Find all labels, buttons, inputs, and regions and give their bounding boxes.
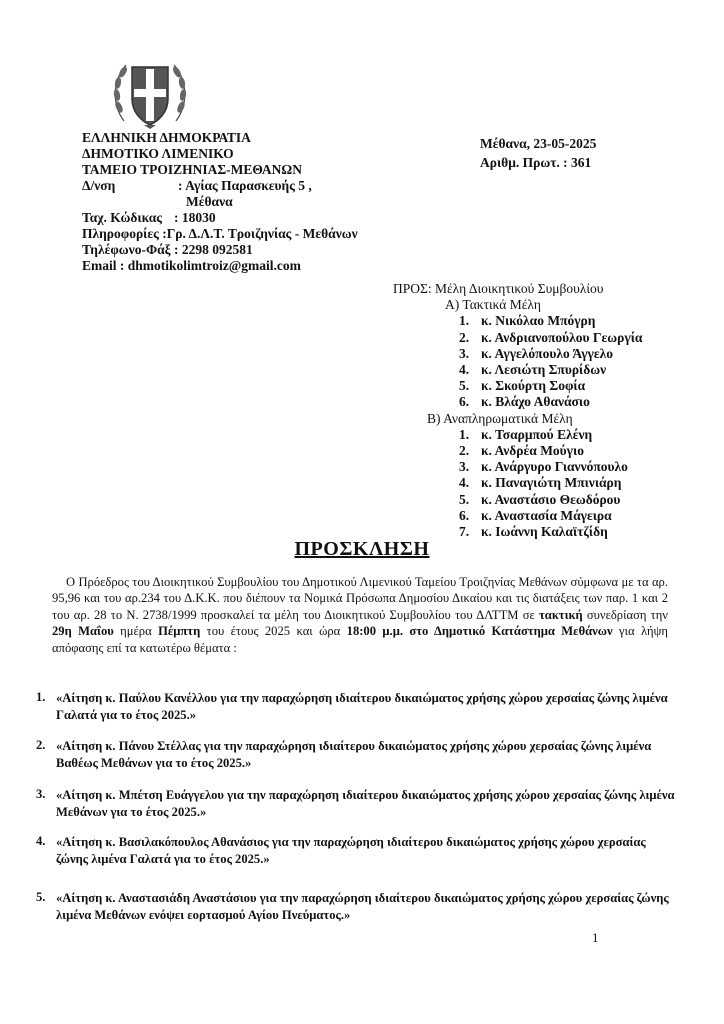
item-number: 6. [459, 507, 470, 523]
agenda-item-text: «Αίτηση κ. Μπέτση Ευάγγελου για την παραχώρηση ιδιαίτερου δικαιώματος χρήσης χώρου χερσαίας ζώνης λιμένα Μεθάνων για το έτος 2025.» [56, 788, 675, 819]
sender-header [82, 130, 402, 274]
address-value: : Αγίας Παρασκευής 5 , [178, 178, 312, 193]
address-row [82, 178, 402, 194]
list-item [393, 475, 642, 491]
agenda-item-text: «Αίτηση κ. Πάνου Στέλλας για την παραχώρηση ιδιαίτερου δικαιώματος χρήσης χώρου χερσαίας ζώνης λιμένα Βαθέως Μεθάνων για το έτος 2025.» [56, 739, 652, 770]
list-item [393, 427, 642, 443]
item-number: 1. [459, 313, 470, 329]
agenda-item-number: 2. [36, 738, 46, 752]
list-item [393, 378, 642, 394]
member-name: κ. Τσαρμπού Ελένη [481, 426, 593, 442]
substitute-members-heading: Β) Αναπληρωματικά Μέλη [427, 410, 573, 426]
member-name: κ. Λεσιώτη Σπυρίδων [481, 362, 607, 378]
to-line: ΠΡΟΣ: Μέλη Διοικητικού Συμβουλίου [393, 281, 604, 296]
member-name: κ. Ανδρέα Μούγιο [481, 443, 584, 459]
address-label: Δ/νση [82, 178, 116, 193]
list-item [393, 508, 642, 524]
agenda-item-number: 3. [36, 787, 46, 801]
substitute-members-list [393, 427, 642, 540]
address-city: Μέθανα [186, 194, 233, 209]
postcode-label: Ταχ. Κώδικας [82, 210, 162, 225]
agenda-item-number: 5. [36, 890, 46, 904]
protocol-number: Αριθμ. Πρωτ. : 361 [480, 155, 592, 170]
member-name: κ. Ανάργυρο Γιαννόπουλο [481, 459, 628, 475]
item-number: 1. [459, 426, 470, 442]
intro-text: Ο Πρόεδρος του Διοικητικού Συμβουλίου του Δημοτικού Λιμενικού Ταμείου Τροιζηνίας Μεθάνων σύμφωνα με τα αρ. 95,96 και του αρ.234 του Δ.Κ.Κ. που διέπουν τα Νομικά Πρόσωπα Δημοσίου Δικαίου και τις διατάξεις των παρ. 1 και 2 του αρ. 28 το Ν. 2738/1999 προσκαλεί τα μέλη του Διοικητικού Συμβουλίου του ΔΛΤΤΜ σε [52, 575, 668, 622]
list-item [393, 346, 642, 362]
info-row: Πληροφορίες :Γρ. Δ.Λ.Τ. Τροιζηνίας - Μεθάνων [82, 226, 358, 241]
list-item [393, 394, 642, 410]
item-number: 6. [459, 394, 470, 410]
member-name: κ. Σκούρτη Σοφία [481, 378, 586, 394]
intro-text: για λήψη απόφασης επί τα κατωτέρω θέματα : [52, 624, 669, 655]
document-date: Μέθανα, 23-05-2025 [480, 136, 597, 151]
intro-paragraph [52, 574, 668, 656]
member-name: κ. Αναστασία Μάγειρα [481, 507, 612, 523]
intro-text: του έτους 2025 και ώρα [200, 624, 347, 639]
agenda-item-text: «Αίτηση κ. Βασιλακόπουλος Αθανάσιος για την παραχώρηση ιδιαίτερου δικαιώματος χρήσης χώρου χερσαίας ζώνης λιμένα Γαλατά για το έτος 2025.» [56, 835, 646, 866]
meeting-day: Πέμπτη [158, 624, 201, 639]
document-title: ΠΡΟΣΚΛΗΣΗ [294, 538, 430, 560]
list-item [393, 492, 642, 508]
member-name: κ. Νικόλαο Μπόγρη [481, 313, 596, 329]
list-item [393, 313, 642, 329]
agenda-item-text: «Αίτηση κ. Αναστασιάδη Αναστάσιου για την παραχώρηση ιδιαίτερου δικαιώματος χρήσης χώρου χερσαίας ζώνης λιμένα Μεθάνων ενόψει εορτασμού Αγίου Πνεύματος.» [56, 891, 669, 922]
greek-coat-of-arms-icon [110, 55, 190, 131]
item-number: 4. [459, 475, 470, 491]
list-item [393, 443, 642, 459]
member-name: κ. Αναστάσιο Θεωδόρου [481, 491, 621, 507]
member-name: κ. Βλάχο Αθανάσιο [481, 394, 590, 410]
regular-members-heading: Α) Τακτικά Μέλη [445, 297, 541, 313]
header-republic: ΕΛΛΗΝΙΚΗ ΔΗΜΟΚΡΑΤΙΑ [82, 130, 251, 145]
phone-row: Τηλέφωνο-Φάξ : 2298 092581 [82, 242, 253, 257]
agenda-item-number: 1. [36, 690, 46, 704]
list-item [393, 459, 642, 475]
member-name: κ. Ιωάννη Καλαϊτζίδη [481, 524, 608, 540]
page-number: 1 [592, 930, 599, 945]
postcode-value: : 18030 [174, 210, 216, 225]
member-name: κ. Ανδριανοπούλου Γεωργία [481, 329, 643, 345]
item-number: 2. [459, 443, 470, 459]
meeting-date: 29η Μαΐου [52, 624, 114, 639]
item-number: 3. [459, 459, 470, 475]
date-block [480, 134, 596, 172]
item-number: 5. [459, 491, 470, 507]
intro-bold: τακτική [538, 607, 583, 622]
item-number: 2. [459, 329, 470, 345]
item-number: 4. [459, 362, 470, 378]
intro-text: συνεδρίαση την [582, 607, 668, 622]
email-row: Email : dhmotikolimtroiz@gmail.com [82, 258, 301, 273]
header-fund-line2: ΤΑΜΕΙΟ ΤΡΟΙΖΗΝΙΑΣ-ΜΕΘΑΝΩΝ [82, 162, 302, 177]
item-number: 7. [459, 524, 470, 540]
recipients-block [393, 281, 642, 540]
intro-text: ημέρα [113, 624, 159, 639]
postcode-row [82, 210, 402, 226]
item-number: 3. [459, 345, 470, 361]
member-name: κ. Αγγελόπουλο Άγγελο [481, 345, 614, 361]
header-fund-line1: ΔΗΜΟΤΙΚΟ ΛΙΜΕΝΙΚΟ [82, 146, 234, 161]
agenda-item-text: «Αίτηση κ. Παύλου Κανέλλου για την παραχώρηση ιδιαίτερου δικαιώματος χρήσης χώρου χερσαίας ζώνης λιμένα Γαλατά για το έτος 2025.» [56, 691, 668, 722]
member-name: κ. Παναγιώτη Μπινιάρη [481, 475, 622, 491]
list-item [393, 362, 642, 378]
agenda-item-number: 4. [36, 834, 46, 848]
meeting-time-place: 18:00 μ.μ. στο Δημοτικό Κατάστημα Μεθάνων [346, 624, 613, 639]
list-item [393, 330, 642, 346]
regular-members-list [393, 313, 642, 410]
item-number: 5. [459, 378, 470, 394]
